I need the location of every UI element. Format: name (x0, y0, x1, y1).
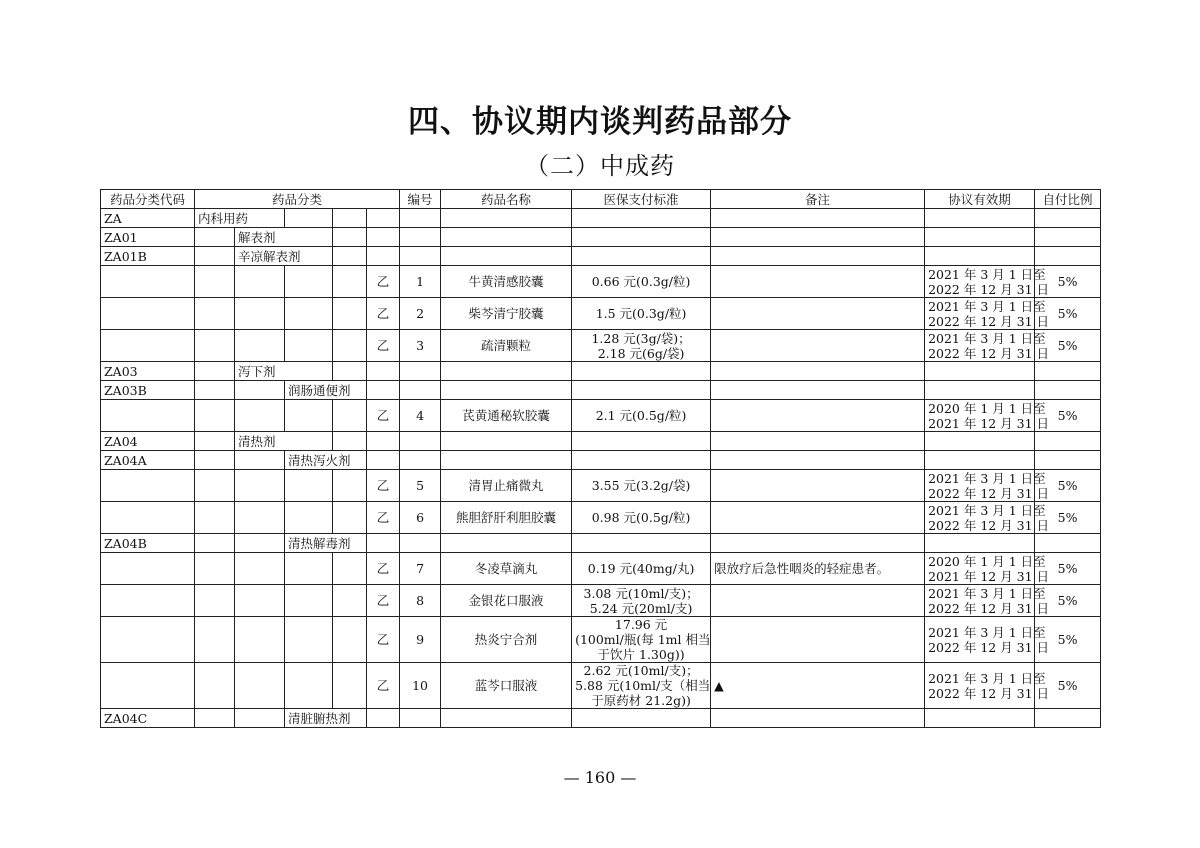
empty-cell (441, 451, 572, 470)
empty-cell (235, 266, 285, 298)
drug-remark (711, 330, 925, 362)
drug-number: 7 (400, 553, 441, 585)
drug-grade: 乙 (367, 663, 400, 709)
drug-grade: 乙 (367, 553, 400, 585)
drug-number: 10 (400, 663, 441, 709)
payment-standard-line: 17.96 元 (614, 617, 668, 632)
empty-cell (235, 709, 285, 728)
drug-name: 蓝芩口服液 (441, 663, 572, 709)
empty-cell (925, 247, 1035, 266)
empty-cell (333, 663, 367, 709)
header-code: 药品分类代码 (101, 190, 195, 209)
agreement-period-line: 2022 年 12 月 31 日 (928, 639, 1050, 655)
empty-cell (195, 663, 235, 709)
empty-cell (925, 209, 1035, 228)
category-row (101, 709, 1101, 728)
agreement-period-line: 2021 年 12 月 31 日 (928, 415, 1050, 431)
drug-remark (711, 400, 925, 432)
drug-row (101, 585, 1101, 617)
self-pay-ratio: 5% (1035, 298, 1101, 330)
empty-cell (1035, 209, 1101, 228)
empty-cell (101, 298, 195, 330)
header-standard: 医保支付标准 (572, 190, 711, 209)
header-number: 编号 (400, 190, 441, 209)
empty-cell (285, 298, 333, 330)
empty-cell (367, 247, 400, 266)
empty-cell (195, 502, 235, 534)
drug-number: 2 (400, 298, 441, 330)
empty-cell (711, 381, 925, 400)
payment-standard (572, 298, 711, 330)
self-pay-ratio: 5% (1035, 400, 1101, 432)
agreement-period-line: 2020 年 1 月 1 日至 (928, 400, 1046, 416)
agreement-period (925, 617, 1050, 663)
agreement-period-line: 2021 年 3 月 1 日至 (928, 502, 1046, 518)
empty-cell (711, 209, 925, 228)
empty-cell (235, 553, 285, 585)
empty-cell (400, 209, 441, 228)
payment-standard (572, 400, 711, 432)
empty-cell (101, 617, 195, 663)
empty-cell (333, 298, 367, 330)
drug-row (101, 502, 1101, 534)
empty-cell (1035, 534, 1101, 553)
drug-grade: 乙 (367, 585, 400, 617)
empty-cell (235, 400, 285, 432)
payment-standard-line: 0.19 元(40mg/丸) (587, 561, 695, 576)
empty-cell (711, 534, 925, 553)
empty-cell (333, 266, 367, 298)
empty-cell (235, 470, 285, 502)
empty-cell (195, 553, 235, 585)
empty-cell (235, 502, 285, 534)
agreement-period-line: 2021 年 3 月 1 日至 (928, 470, 1046, 486)
agreement-period-line: 2021 年 3 月 1 日至 (928, 624, 1046, 640)
empty-cell (333, 362, 367, 381)
empty-cell (1035, 432, 1101, 451)
empty-cell (441, 432, 572, 451)
agreement-period-line: 2021 年 3 月 1 日至 (928, 670, 1046, 686)
payment-standard (572, 330, 711, 362)
table-body (101, 209, 1101, 728)
empty-cell (1035, 381, 1101, 400)
empty-cell (400, 381, 441, 400)
category-label: 清热解毒剂 (285, 534, 367, 553)
agreement-period-line: 2022 年 12 月 31 日 (928, 281, 1050, 297)
empty-cell (333, 228, 367, 247)
drug-grade: 乙 (367, 617, 400, 663)
empty-cell (400, 534, 441, 553)
empty-cell (333, 585, 367, 617)
empty-cell (195, 298, 235, 330)
empty-cell (367, 534, 400, 553)
agreement-period (925, 400, 1050, 432)
payment-standard-line: (100ml/瓶(每 1ml 相当 (575, 632, 711, 647)
empty-cell (925, 432, 1035, 451)
agreement-period (925, 266, 1050, 298)
drug-number: 3 (400, 330, 441, 362)
empty-cell (925, 709, 1035, 728)
drug-grade: 乙 (367, 502, 400, 534)
self-pay-ratio: 5% (1035, 266, 1101, 298)
category-row (101, 228, 1101, 247)
payment-standard-line: 1.28 元(3g/袋)； (591, 330, 691, 346)
payment-standard-line: 5.24 元(20ml/支) (589, 600, 693, 616)
payment-standard (572, 617, 711, 663)
empty-cell (195, 266, 235, 298)
payment-standard (572, 663, 711, 709)
drug-name: 热炎宁合剂 (441, 617, 572, 663)
empty-cell (925, 451, 1035, 470)
empty-cell (101, 266, 195, 298)
empty-cell (285, 330, 333, 362)
agreement-period-line: 2021 年 3 月 1 日至 (928, 585, 1046, 601)
empty-cell (195, 330, 235, 362)
drug-name: 冬凌草滴丸 (441, 553, 572, 585)
payment-standard (572, 502, 711, 534)
agreement-period-line: 2022 年 12 月 31 日 (928, 313, 1050, 329)
header-period: 协议有效期 (925, 190, 1035, 209)
empty-cell (101, 553, 195, 585)
drug-row (101, 266, 1101, 298)
drug-table (100, 189, 1101, 728)
empty-cell (285, 617, 333, 663)
empty-cell (285, 663, 333, 709)
empty-cell (572, 451, 711, 470)
category-code: ZA03B (101, 381, 195, 400)
category-code: ZA01 (101, 228, 195, 247)
empty-cell (195, 451, 235, 470)
drug-number: 1 (400, 266, 441, 298)
empty-cell (572, 534, 711, 553)
empty-cell (367, 381, 400, 400)
empty-cell (711, 432, 925, 451)
payment-standard-line: 2.18 元(6g/袋) (597, 345, 685, 361)
empty-cell (333, 247, 367, 266)
empty-cell (333, 617, 367, 663)
payment-standard-line: 3.55 元(3.2g/袋) (591, 478, 691, 493)
empty-cell (235, 617, 285, 663)
header-ratio: 自付比例 (1035, 190, 1101, 209)
empty-cell (235, 663, 285, 709)
empty-cell (195, 432, 235, 451)
empty-cell (367, 209, 400, 228)
agreement-period (925, 298, 1050, 330)
empty-cell (441, 247, 572, 266)
empty-cell (441, 362, 572, 381)
empty-cell (195, 617, 235, 663)
empty-cell (367, 432, 400, 451)
category-label: 清热剂 (235, 432, 333, 451)
category-code: ZA04A (101, 451, 195, 470)
drug-row (101, 553, 1101, 585)
self-pay-ratio: 5% (1035, 585, 1101, 617)
empty-cell (1035, 362, 1101, 381)
empty-cell (1035, 247, 1101, 266)
empty-cell (711, 247, 925, 266)
empty-cell (441, 534, 572, 553)
empty-cell (333, 470, 367, 502)
empty-cell (195, 470, 235, 502)
empty-cell (925, 362, 1035, 381)
empty-cell (101, 330, 195, 362)
self-pay-ratio: 5% (1035, 663, 1101, 709)
payment-standard (572, 553, 711, 585)
empty-cell (101, 663, 195, 709)
drug-remark: ▲ (711, 663, 925, 709)
drug-name: 清胃止痛微丸 (441, 470, 572, 502)
agreement-period-line: 2022 年 12 月 31 日 (928, 517, 1050, 533)
empty-cell (367, 228, 400, 247)
empty-cell (400, 247, 441, 266)
agreement-period-line: 2021 年 3 月 1 日至 (928, 298, 1046, 314)
empty-cell (572, 247, 711, 266)
category-row (101, 247, 1101, 266)
empty-cell (285, 553, 333, 585)
payment-standard-line: 0.66 元(0.3g/粒) (591, 274, 691, 289)
page-subtitle: （二）中成药 (525, 152, 675, 180)
agreement-period (925, 553, 1050, 585)
empty-cell (235, 451, 285, 470)
drug-remark (711, 617, 925, 663)
empty-cell (441, 709, 572, 728)
payment-standard-line: 2.62 元(10ml/支)； (583, 663, 699, 678)
empty-cell (367, 362, 400, 381)
empty-cell (1035, 451, 1101, 470)
category-label: 解表剂 (235, 228, 333, 247)
empty-cell (195, 534, 235, 553)
category-row (101, 381, 1101, 400)
payment-standard-line: 于原药材 21.2g)) (591, 693, 691, 708)
empty-cell (235, 298, 285, 330)
empty-cell (711, 451, 925, 470)
drug-grade: 乙 (367, 400, 400, 432)
drug-row (101, 330, 1101, 362)
category-label: 泻下剂 (235, 362, 333, 381)
category-code: ZA03 (101, 362, 195, 381)
agreement-period-line: 2021 年 3 月 1 日至 (928, 330, 1046, 346)
drug-row (101, 663, 1101, 709)
payment-standard (572, 470, 711, 502)
page-number: — 160 — (563, 768, 637, 787)
drug-remark: 限放疗后急性咽炎的轻症患者。 (711, 553, 925, 585)
empty-cell (333, 400, 367, 432)
empty-cell (285, 585, 333, 617)
category-row (101, 432, 1101, 451)
agreement-period-line: 2020 年 1 月 1 日至 (928, 553, 1046, 569)
empty-cell (572, 209, 711, 228)
drug-number: 8 (400, 585, 441, 617)
self-pay-ratio: 5% (1035, 330, 1101, 362)
empty-cell (235, 534, 285, 553)
empty-cell (285, 502, 333, 534)
category-row (101, 451, 1101, 470)
payment-standard (572, 266, 711, 298)
category-code: ZA04B (101, 534, 195, 553)
drug-name: 牛黄清感胶囊 (441, 266, 572, 298)
empty-cell (235, 585, 285, 617)
self-pay-ratio: 5% (1035, 470, 1101, 502)
empty-cell (285, 266, 333, 298)
agreement-period-line: 2022 年 12 月 31 日 (928, 685, 1050, 701)
category-row (101, 362, 1101, 381)
category-row (101, 209, 1101, 228)
self-pay-ratio: 5% (1035, 502, 1101, 534)
category-label: 润肠通便剂 (285, 381, 367, 400)
payment-standard (572, 585, 711, 617)
drug-name: 疏清颗粒 (441, 330, 572, 362)
empty-cell (572, 362, 711, 381)
drug-row (101, 400, 1101, 432)
empty-cell (101, 470, 195, 502)
empty-cell (925, 381, 1035, 400)
empty-cell (235, 381, 285, 400)
drug-remark (711, 298, 925, 330)
empty-cell (400, 432, 441, 451)
drug-number: 5 (400, 470, 441, 502)
category-code: ZA01B (101, 247, 195, 266)
agreement-period-line: 2022 年 12 月 31 日 (928, 600, 1050, 616)
empty-cell (333, 502, 367, 534)
agreement-period-line: 2022 年 12 月 31 日 (928, 345, 1050, 361)
empty-cell (333, 330, 367, 362)
empty-cell (711, 709, 925, 728)
self-pay-ratio: 5% (1035, 553, 1101, 585)
payment-standard-line: 2.1 元(0.5g/粒) (595, 408, 687, 423)
empty-cell (195, 709, 235, 728)
payment-standard-line: 于饮片 1.30g)) (597, 647, 685, 662)
empty-cell (101, 502, 195, 534)
drug-number: 6 (400, 502, 441, 534)
category-code: ZA04 (101, 432, 195, 451)
empty-cell (572, 432, 711, 451)
empty-cell (195, 400, 235, 432)
payment-standard-line: 0.98 元(0.5g/粒) (591, 510, 691, 525)
agreement-period (925, 330, 1050, 362)
header-category: 药品分类 (195, 190, 400, 209)
payment-standard-line: 1.5 元(0.3g/粒) (595, 306, 687, 321)
empty-cell (367, 709, 400, 728)
agreement-period-line: 2022 年 12 月 31 日 (928, 485, 1050, 501)
empty-cell (195, 585, 235, 617)
empty-cell (1035, 709, 1101, 728)
empty-cell (285, 470, 333, 502)
empty-cell (572, 709, 711, 728)
drug-name: 金银花口服液 (441, 585, 572, 617)
drug-remark (711, 585, 925, 617)
payment-standard-line: 5.88 元(10ml/支（相当 (575, 678, 711, 693)
category-code: ZA (101, 209, 195, 228)
empty-cell (333, 553, 367, 585)
empty-cell (711, 362, 925, 381)
empty-cell (195, 228, 235, 247)
category-label: 清热泻火剂 (285, 451, 367, 470)
drug-row (101, 617, 1101, 663)
agreement-period-line: 2021 年 3 月 1 日至 (928, 266, 1046, 282)
empty-cell (285, 209, 333, 228)
drug-number: 4 (400, 400, 441, 432)
drug-grade: 乙 (367, 298, 400, 330)
page-title: 四、协议期内谈判药品部分 (408, 104, 792, 140)
drug-remark (711, 470, 925, 502)
category-code: ZA04C (101, 709, 195, 728)
empty-cell (572, 381, 711, 400)
drug-name: 熊胆舒肝利胆胶囊 (441, 502, 572, 534)
drug-row (101, 298, 1101, 330)
empty-cell (400, 709, 441, 728)
drug-remark (711, 266, 925, 298)
empty-cell (195, 381, 235, 400)
empty-cell (101, 585, 195, 617)
empty-cell (285, 400, 333, 432)
empty-cell (711, 228, 925, 247)
agreement-period-line: 2021 年 12 月 31 日 (928, 568, 1050, 584)
empty-cell (925, 228, 1035, 247)
agreement-period (925, 502, 1050, 534)
self-pay-ratio: 5% (1035, 617, 1101, 663)
empty-cell (235, 330, 285, 362)
empty-cell (400, 228, 441, 247)
category-label: 清脏腑热剂 (285, 709, 367, 728)
category-row (101, 534, 1101, 553)
empty-cell (101, 400, 195, 432)
agreement-period (925, 470, 1050, 502)
header-remark: 备注 (711, 190, 925, 209)
empty-cell (195, 247, 235, 266)
drug-name: 柴芩清宁胶囊 (441, 298, 572, 330)
agreement-period (925, 585, 1050, 617)
empty-cell (441, 209, 572, 228)
drug-remark (711, 502, 925, 534)
empty-cell (1035, 228, 1101, 247)
drug-grade: 乙 (367, 470, 400, 502)
empty-cell (572, 228, 711, 247)
empty-cell (925, 534, 1035, 553)
empty-cell (367, 451, 400, 470)
empty-cell (333, 432, 367, 451)
category-label: 内科用药 (195, 209, 285, 228)
agreement-period (925, 663, 1050, 709)
empty-cell (441, 381, 572, 400)
empty-cell (195, 362, 235, 381)
empty-cell (400, 451, 441, 470)
empty-cell (400, 362, 441, 381)
drug-name: 芪黄通秘软胶囊 (441, 400, 572, 432)
header-name: 药品名称 (441, 190, 572, 209)
drug-grade: 乙 (367, 266, 400, 298)
category-label: 辛凉解表剂 (235, 247, 333, 266)
payment-standard-line: 3.08 元(10ml/支)； (583, 585, 699, 601)
empty-cell (441, 228, 572, 247)
drug-row (101, 470, 1101, 502)
empty-cell (333, 209, 367, 228)
drug-number: 9 (400, 617, 441, 663)
drug-grade: 乙 (367, 330, 400, 362)
